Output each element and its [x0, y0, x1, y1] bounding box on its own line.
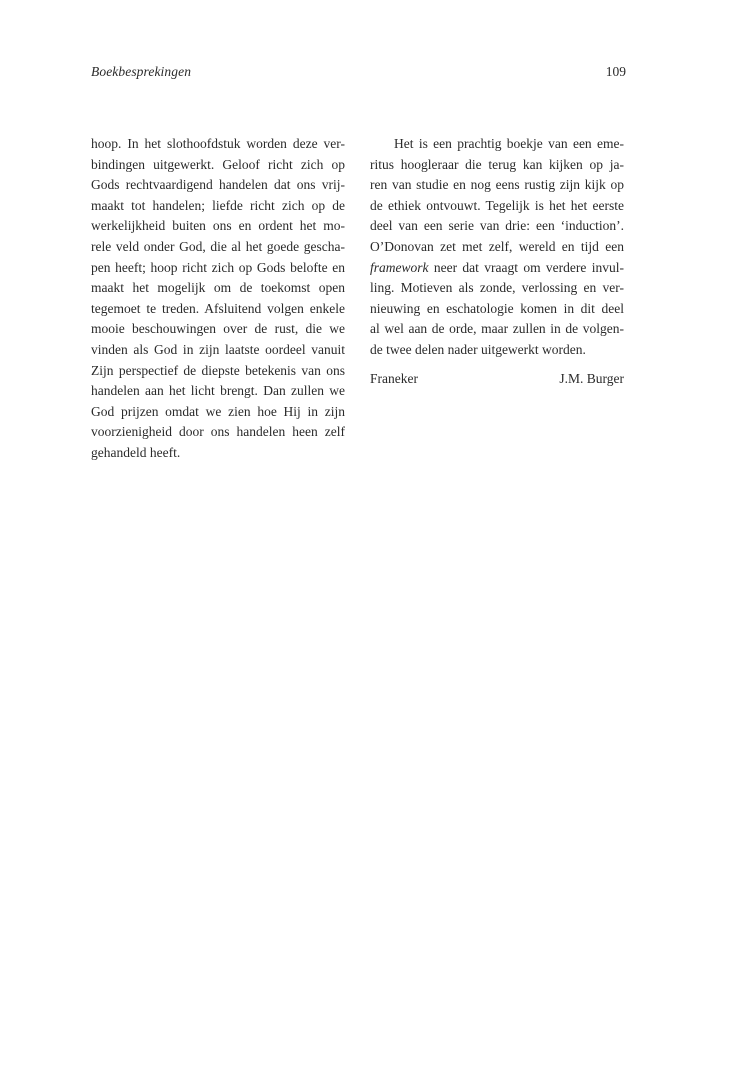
right-column	[370, 134, 624, 361]
text-line: hoop. In het slothoofdstuk worden deze ver-	[91, 136, 345, 151]
text-line: werkelijkheid buiten ons en ordent het mo-	[91, 218, 345, 234]
text-line: Het is een prachtig boekje van een eme-	[394, 136, 624, 151]
text-line: O’Donovan zet met zelf, wereld en tijd een	[370, 238, 624, 254]
text-line: vinden als God in zijn laatste oordeel vanuit	[91, 341, 345, 357]
text-line: de ethiek ontvouwt. Tegelijk is het het eerste	[370, 197, 624, 213]
text-line: maakt tot handelen; liefde richt zich op de	[91, 197, 345, 213]
review-signature	[370, 371, 624, 387]
text-line: nieuwing en eschatologie komen in dit deel	[370, 300, 624, 316]
text-fragment: neer dat vraagt om verdere invul-	[428, 259, 624, 275]
text-line: deel van een serie van drie: een ‘induction’.	[370, 218, 624, 234]
running-head: Boekbesprekingen	[91, 64, 192, 79]
text-line: God prijzen omdat we zien hoe Hij in zijn	[91, 403, 345, 419]
text-line: voorzienigheid door ons handelen heen zelf	[91, 424, 345, 440]
text-line: pen heeft; hoop richt zich op Gods belofte en	[91, 259, 345, 275]
text-line: de twee delen nader uitgewerkt worden.	[370, 341, 586, 357]
text-line: tegemoet te treden. Afsluitend volgen enkele	[91, 300, 345, 316]
text-line: Zijn perspectief de diepste betekenis van ons	[91, 362, 345, 378]
text-line: ren van studie en nog eens rustig zijn kijk op	[370, 177, 624, 193]
text-line: mooie beschouwingen over de rust, die we	[91, 321, 345, 337]
text-line-mixed	[370, 258, 624, 279]
page-number: 109	[605, 64, 626, 79]
text-line: Gods rechtvaardigend handelen dat ons vrij-	[91, 177, 345, 193]
text-line: handelen aan het licht brengt. Dan zullen we	[91, 383, 345, 399]
text-line: gehandeld heeft.	[91, 444, 181, 460]
italic-term: framework	[370, 259, 429, 275]
text-line: ritus hoogleraar die terug kan kijken op ja-	[370, 156, 624, 172]
author-name: J.M. Burger	[559, 371, 624, 386]
text-line: rele veld onder God, die al het goede gescha-	[91, 238, 345, 254]
left-column	[91, 134, 345, 464]
place-name: Franeker	[370, 371, 418, 386]
text-line: bindingen uitgewerkt. Geloof richt zich op	[91, 156, 345, 172]
text-line: maakt het mogelijk om de toekomst open	[91, 280, 345, 296]
text-line: al wel aan de orde, maar zullen in de volgen-	[370, 321, 624, 337]
text-line: ling. Motieven als zonde, verlossing en ver-	[370, 280, 624, 296]
